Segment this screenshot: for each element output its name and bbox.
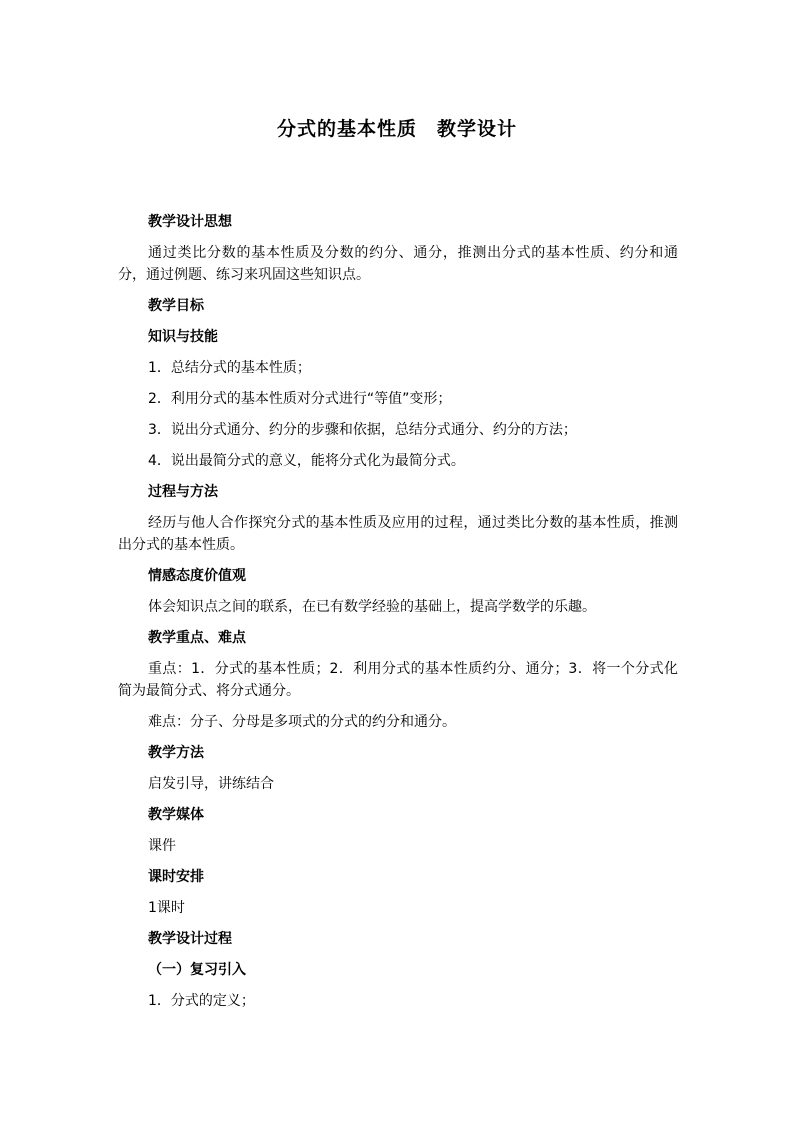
paragraph: 通过类比分数的基本性质及分数的约分、通分，推测出分式的基本性质、约分和通分，通过例题、练习来巩固这些知识点。: [118, 245, 678, 283]
paragraph: 启发引导，讲练结合: [148, 776, 274, 792]
page-title: 分式的基本性质 教学设计: [276, 118, 517, 140]
list-item: 4．说出最简分式的意义，能将分式化为最简分式。: [148, 453, 465, 469]
section-heading: 教学重点、难点: [148, 630, 246, 646]
list-item: 2．利用分式的基本性质对分式进行“等值”变形；: [148, 391, 452, 407]
list-item: 3．说出分式通分、约分的步骤和依据，总结分式通分、约分的方法；: [148, 422, 577, 438]
paragraph: 难点：分子、分母是多项式的分式的约分和通分。: [148, 714, 456, 730]
document-body: [118, 211, 678, 1021]
list-item: 1．分式的定义；: [148, 993, 255, 1009]
subsection-heading: （一）复习引入: [148, 962, 246, 978]
list-item: 1．总结分式的基本性质；: [148, 360, 311, 376]
paragraph: 1课时: [148, 900, 185, 916]
subsection-heading: 知识与技能: [148, 329, 218, 345]
paragraph: 课件: [148, 838, 176, 854]
subsection-heading: 情感态度价值观: [148, 568, 246, 584]
section-heading: 教学设计思想: [148, 214, 232, 230]
section-heading: 教学媒体: [148, 807, 204, 823]
section-heading: 教学方法: [148, 745, 204, 761]
section-heading: 教学设计过程: [148, 931, 232, 947]
subsection-heading: 过程与方法: [148, 484, 218, 500]
paragraph: 经历与他人合作探究分式的基本性质及应用的过程，通过类比分数的基本性质，推测出分式的基本性质。: [118, 515, 678, 553]
paragraph: 体会知识点之间的联系，在已有数学经验的基础上，提高学数学的乐趣。: [148, 599, 596, 615]
section-heading: 教学目标: [148, 298, 204, 314]
paragraph: 重点：1．分式的基本性质；2．利用分式的基本性质约分、通分；3．将一个分式化简为最简分式、将分式通分。: [118, 661, 678, 699]
section-heading: 课时安排: [148, 869, 204, 885]
